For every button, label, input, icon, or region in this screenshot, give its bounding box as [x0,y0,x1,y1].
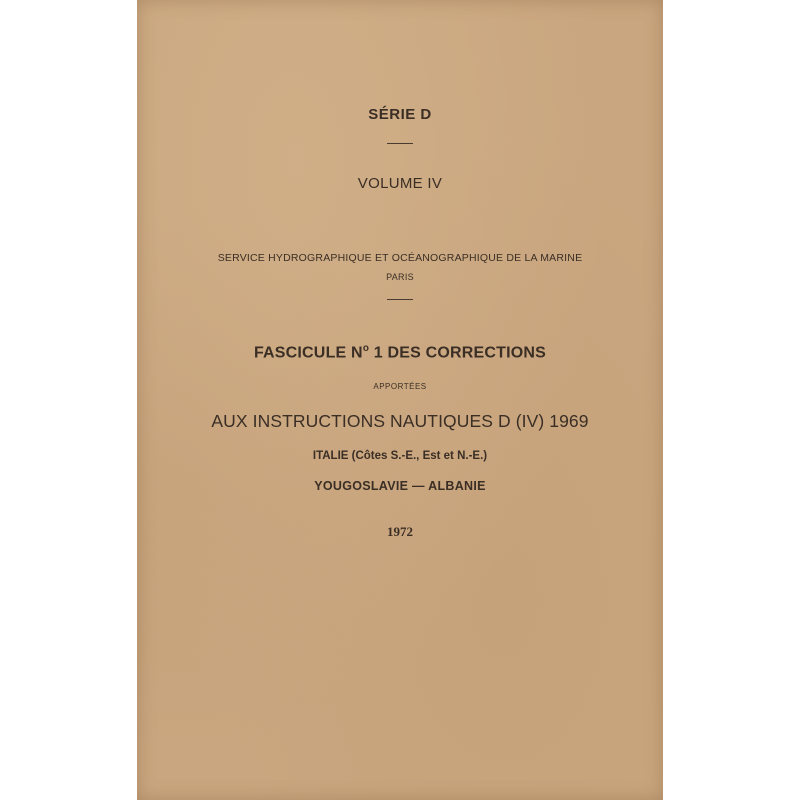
fascicule-superscript: o [362,343,370,354]
fascicule-suffix: 1 DES CORRECTIONS [369,344,547,362]
publisher-name: SERVICE HYDROGRAPHIQUE ET OCÉANOGRAPHIQUE DE LA MARINE [217,252,583,264]
document-cover [137,0,663,800]
fascicule-title [137,343,663,362]
publisher-city: PARIS [386,272,414,282]
series-title: SÉRIE D [368,106,432,123]
volume-title: VOLUME IV [357,175,443,192]
apportees-label: APPORTÉES [373,382,427,391]
region-italie: ITALIE (Côtes S.-E., Est et N.-E.) [312,450,488,462]
instructions-title: AUX INSTRUCTIONS NAUTIQUES D (IV) 1969 [211,411,589,431]
publication-year: 1972 [387,524,413,539]
fascicule-prefix: FASCICULE N [253,344,363,362]
divider-rule [387,299,413,300]
region-yougoslavie-albanie: YOUGOSLAVIE — ALBANIE [314,479,486,493]
divider-rule [387,143,413,144]
